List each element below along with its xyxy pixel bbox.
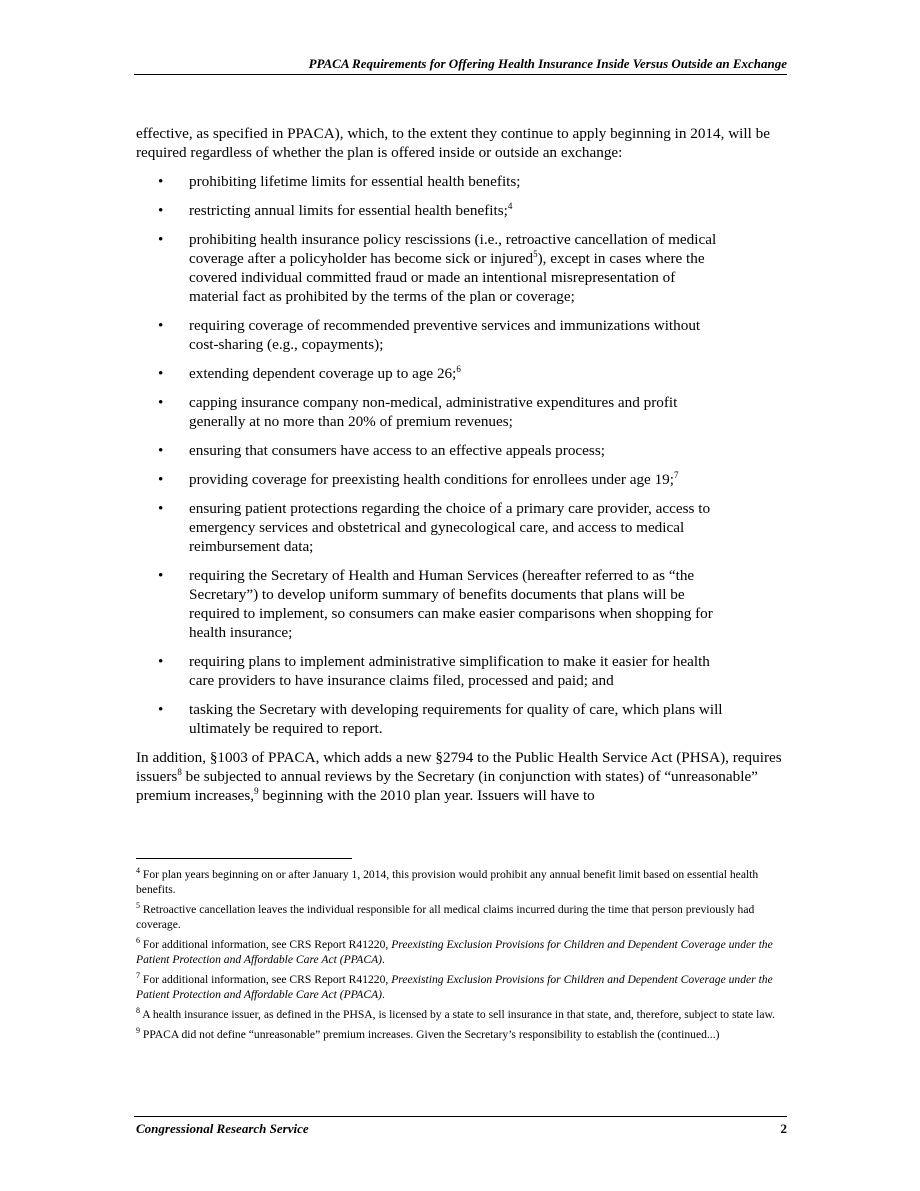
footnote <box>136 937 786 967</box>
bullet-icon: • <box>158 173 164 190</box>
list-item <box>136 393 724 431</box>
footnote-text: For additional information, see CRS Report R41220, <box>140 938 392 951</box>
list-item-text: requiring the Secretary of Health and Human Services (hereafter referred to as “the Secretary”) to develop uniform summary of benefits documents that plans will be required to implement, so consumers can make easier comparisons when shopping for health insurance; <box>189 567 713 641</box>
list-item-text: providing coverage for preexisting health conditions for enrollees under age 19; <box>189 471 674 488</box>
footnote-number: 9 <box>136 1026 140 1036</box>
footnote <box>136 1027 786 1042</box>
footnote-text: For plan years beginning on or after January 1, 2014, this provision would prohibit any annual benefit limit based on essential health benefits. <box>136 868 759 896</box>
bullet-icon: • <box>158 394 164 411</box>
footnote-ref[interactable]: 9 <box>254 785 259 796</box>
list-item <box>136 499 724 556</box>
footnote-ref[interactable]: 8 <box>177 766 182 777</box>
footnote <box>136 867 786 897</box>
footnote-text: A health insurance issuer, as defined in the PHSA, is licensed by a state to sell insurance in that state, and, therefore, subject to state law. <box>140 1008 775 1021</box>
list-item <box>136 316 724 354</box>
footnote-text: PPACA did not define “unreasonable” premium increases. Given the Secretary’s responsibility to establish the (continued...) <box>140 1028 720 1041</box>
footnote <box>136 1007 786 1022</box>
list-item <box>136 652 724 690</box>
list-item <box>136 700 724 738</box>
report-title: Preexisting Exclusion Provisions for Children and Dependent Coverage under the Patient Protection and Affordable Care Act (PPACA) <box>136 938 773 966</box>
body-text <box>136 124 788 805</box>
list-item <box>136 201 724 220</box>
list-item-text: prohibiting health insurance policy rescissions (i.e., retroactive cancellation of medical coverage after a policyholder has become sick or injured <box>189 231 717 267</box>
list-item-text: capping insurance company non-medical, administrative expenditures and profit generally at no more than 20% of premium revenues; <box>189 394 678 430</box>
list-item <box>136 470 724 489</box>
footnote-ref[interactable]: 6 <box>456 363 461 374</box>
bullet-icon: • <box>158 567 164 584</box>
report-title: Preexisting Exclusion Provisions for Children and Dependent Coverage under the Patient Protection and Affordable Care Act (PPACA) <box>136 973 773 1001</box>
running-header: PPACA Requirements for Offering Health Insurance Inside Versus Outside an Exchange <box>308 56 787 71</box>
footnote-number: 5 <box>136 901 140 911</box>
list-item-text: prohibiting lifetime limits for essential health benefits; <box>189 173 521 190</box>
footnote-number: 6 <box>136 936 140 946</box>
list-item <box>136 566 724 642</box>
footer-rule <box>134 1116 787 1117</box>
list-item-text: tasking the Secretary with developing requirements for quality of care, which plans will ultimately be required to report. <box>189 701 723 737</box>
bullet-icon: • <box>158 653 164 670</box>
footnote-number: 8 <box>136 1006 140 1016</box>
footer-publisher: Congressional Research Service <box>136 1121 309 1136</box>
bullet-icon: • <box>158 202 164 219</box>
bullet-icon: • <box>158 231 164 248</box>
list-item <box>136 364 724 383</box>
footnote-separator <box>136 858 352 859</box>
list-item <box>136 441 724 460</box>
header-rule <box>134 74 787 75</box>
closing-paragraph <box>136 748 788 805</box>
footnote-text-end: . <box>382 953 385 966</box>
footnote-text: For additional information, see CRS Report R41220, <box>140 973 392 986</box>
bullet-icon: • <box>158 365 164 382</box>
list-item-text: restricting annual limits for essential health benefits; <box>189 202 508 219</box>
closing-text: beginning with the 2010 plan year. Issuers will have to <box>258 787 595 804</box>
footnote-text-end: . <box>382 988 385 1001</box>
requirements-list <box>136 172 788 738</box>
list-item-text: requiring plans to implement administrative simplification to make it easier for health care providers to have insurance claims filed, processed and paid; and <box>189 653 710 689</box>
footnote <box>136 972 786 1002</box>
closing-text: be subjected to annual reviews by the Secretary (in conjunction with states) of “unreasonable” premium increases, <box>136 768 758 804</box>
footnote-ref[interactable]: 7 <box>674 469 679 480</box>
bullet-icon: • <box>158 500 164 517</box>
bullet-icon: • <box>158 317 164 334</box>
closing-text: In addition, §1003 of PPACA, which adds a new §2794 to the Public Health Service Act (PHSA), requires issuers <box>136 749 782 785</box>
list-item-text: ensuring that consumers have access to an effective appeals process; <box>189 442 605 459</box>
list-item-text: ensuring patient protections regarding the choice of a primary care provider, access to emergency services and obstetrical and gynecological care, and access to medical reimbursement data; <box>189 500 711 555</box>
list-item-text: requiring coverage of recommended preventive services and immunizations without cost-sharing (e.g., copayments); <box>189 317 701 353</box>
bullet-icon: • <box>158 471 164 488</box>
footnotes <box>136 867 786 1047</box>
footnote-number: 4 <box>136 866 140 876</box>
list-item <box>136 172 724 191</box>
footnote-text: Retroactive cancellation leaves the individual responsible for all medical claims incurred during the time that person previously had coverage. <box>136 903 755 931</box>
bullet-icon: • <box>158 442 164 459</box>
page-number: 2 <box>780 1121 787 1136</box>
footnote-number: 7 <box>136 971 140 981</box>
footnote-ref[interactable]: 5 <box>533 248 538 259</box>
intro-paragraph: effective, as specified in PPACA), which, to the extent they continue to apply beginning in 2014, will be required regardless of whether the plan is offered inside or outside an exchange: <box>136 125 770 161</box>
bullet-icon: • <box>158 701 164 718</box>
list-item-text: extending dependent coverage up to age 26; <box>189 365 457 382</box>
footnote <box>136 902 786 932</box>
list-item-text-continued: ), except in cases where the covered individual committed fraud or made an intentional misrepresentation of material fact as prohibited by the terms of the plan or coverage; <box>189 250 705 305</box>
footnote-ref[interactable]: 4 <box>507 200 513 211</box>
list-item <box>136 230 724 306</box>
